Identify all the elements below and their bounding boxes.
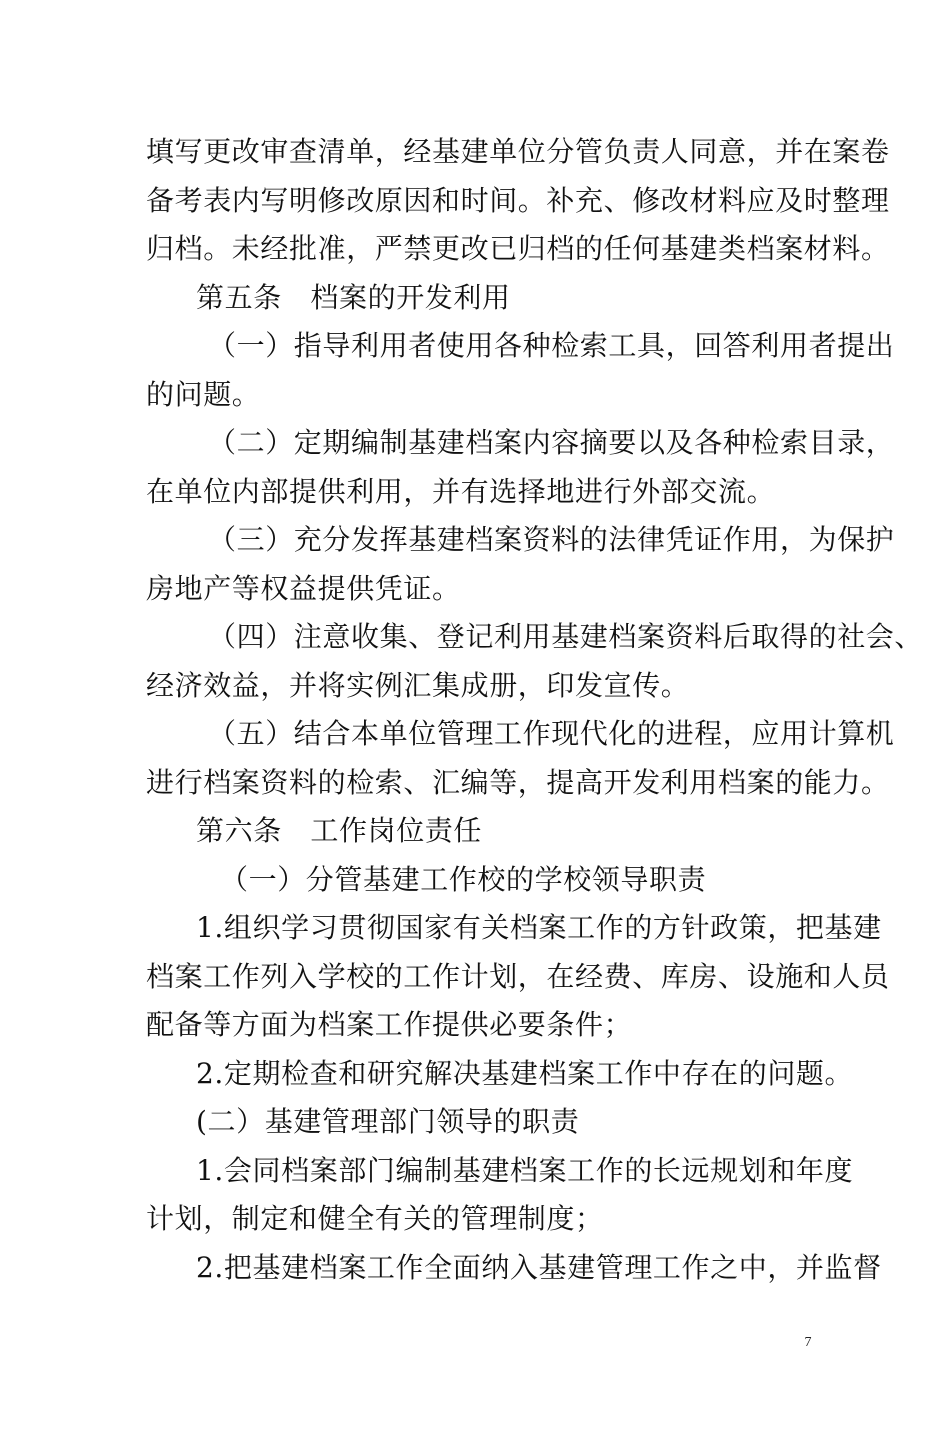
text-line: （五）结合本单位管理工作现代化的进程，应用计算机 xyxy=(208,717,895,750)
text-line: 备考表内写明修改原因和时间。补充、修改材料应及时整理 xyxy=(146,183,890,217)
text-line: （一）指导利用者使用各种检索工具，回答利用者提出 xyxy=(208,329,895,362)
text-line: （三）充分发挥基建档案资料的法律凭证作用，为保护 xyxy=(208,523,895,556)
text-line: 房地产等权益提供凭证。 xyxy=(146,571,461,605)
text-line: 2.把基建档案工作全面纳入基建管理工作之中，并监督 xyxy=(196,1250,882,1284)
text-line: 在单位内部提供利用，并有选择地进行外部交流。 xyxy=(146,474,776,508)
text-line: （二）定期编制基建档案内容摘要以及各种检索目录， xyxy=(208,426,895,459)
text-line: 计划，制定和健全有关的管理制度； xyxy=(146,1202,604,1235)
text-line: 归档。未经批准，严禁更改已归档的任何基建类档案材料。 xyxy=(146,232,890,265)
text-line: （四）注意收集、登记利用基建档案资料后取得的社会、 xyxy=(208,620,924,653)
section-heading: (二）基建管理部门领导的职责 xyxy=(196,1105,580,1138)
text-line: 1.会同档案部门编制基建档案工作的长远规划和年度 xyxy=(196,1153,854,1187)
article-heading: 第六条 工作岗位责任 xyxy=(196,814,483,847)
text-line: 档案工作列入学校的工作计划，在经费、库房、设施和人员 xyxy=(146,959,890,993)
text-line: 进行档案资料的检索、汇编等，提高开发利用档案的能力。 xyxy=(146,765,890,799)
text-line: 填写更改审查清单，经基建单位分管负责人同意，并在案卷 xyxy=(146,135,890,168)
text-line: 1.组织学习贯彻国家有关档案工作的方针政策，把基建 xyxy=(196,911,882,944)
text-line: 2.定期检查和研究解决基建档案工作中存在的问题。 xyxy=(196,1056,854,1090)
text-line: 经济效益，并将实例汇集成册，印发宣传。 xyxy=(146,668,690,702)
text-line: 的问题。 xyxy=(146,377,261,411)
page-number: 7 xyxy=(804,1335,812,1350)
article-heading: 第五条 档案的开发利用 xyxy=(196,280,511,314)
text-line: 配备等方面为档案工作提供必要条件； xyxy=(146,1008,633,1041)
body-text xyxy=(146,128,924,1292)
section-heading: （一）分管基建工作校的学校领导职责 xyxy=(220,862,707,896)
